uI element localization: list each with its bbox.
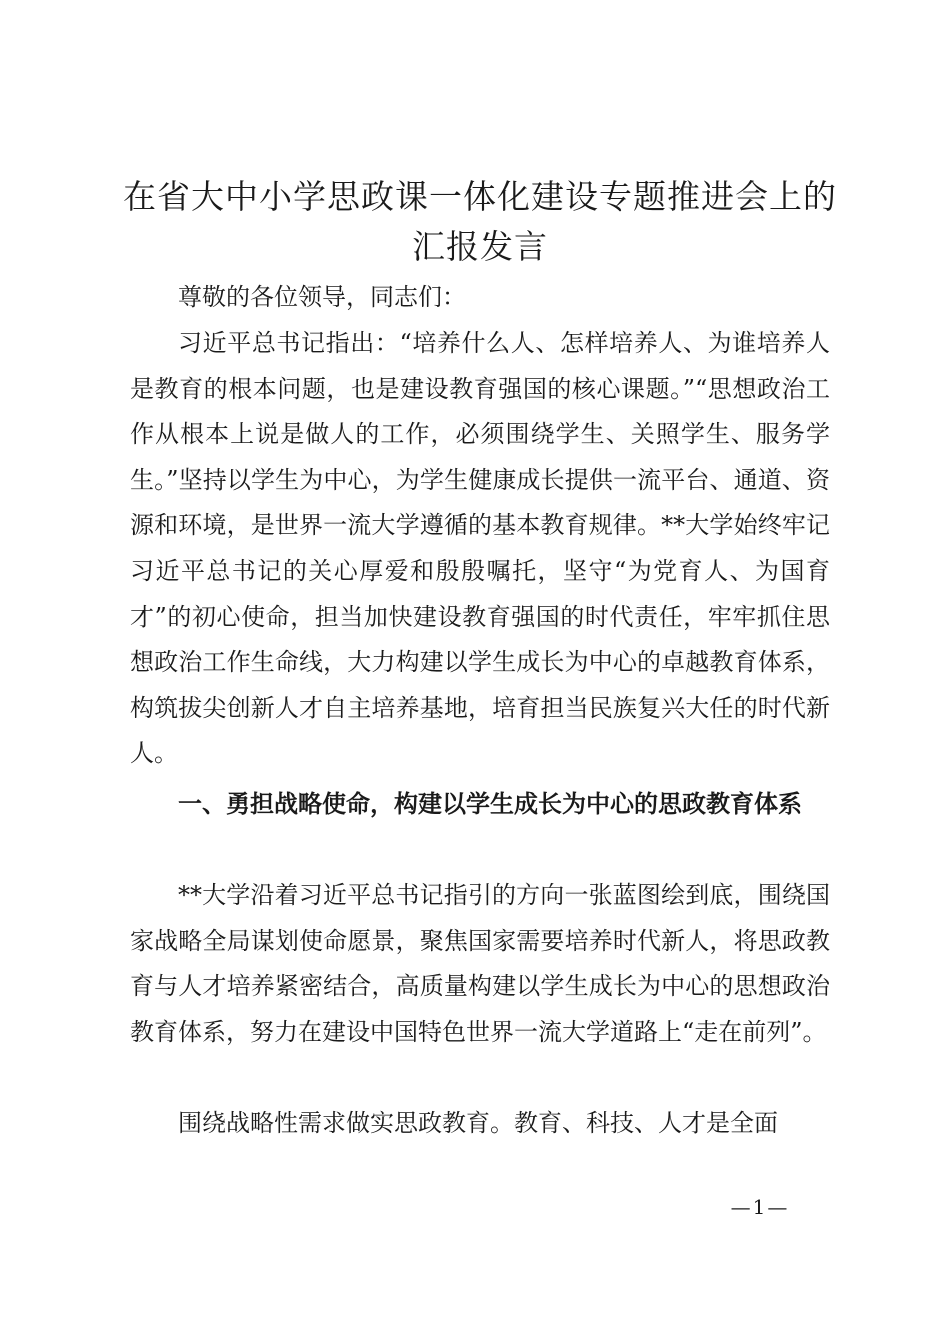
paragraph-1: 习近平总书记指出：“培养什么人、怎样培养人、为谁培养人是教育的根本问题，也是建设教育强国的核心课题。”“思想政治工作从根本上说是做人的工作，必须围绕学生、关照学生、服务学生。”坚持以学生为中心，为学生健康成长提供一流平台、通道、资源和环境，是世界一流大学遵循的基本教育规律。**大学始终牢记习近平总书记的关心厚爱和殷殷嘱托，坚守“为党育人、为国育才”的初心使命，担当加快建设教育强国的时代责任，牢牢抓住思想政治工作生命线，大力构建以学生成长为中心的卓越教育体系，构筑拔尖创新人才自主培养基地，培育担当民族复兴大任的时代新人。 xyxy=(130,329,830,768)
page-number: —1— xyxy=(730,1195,790,1219)
section-heading: 一、勇担战略使命，构建以学生成长为中心的思政教育体系 xyxy=(178,790,802,818)
document-title: 在省大中小学思政课一体化建设专题推进会上的汇报发言 xyxy=(123,177,837,266)
paragraph-2: **大学沿着习近平总书记指引的方向一张蓝图绘到底，围绕国家战略全局谋划使命愿景，聚焦国家需要培养时代新人，将思政教育与人才培养紧密结合，高质量构建以学生成长为中心的思想政治教育体系，努力在建设中国特色世界一流大学道路上“走在前列”。 xyxy=(130,881,830,1046)
paragraph-3: 围绕战略性需求做实思政教育。教育、科技、人才是全面 xyxy=(178,1109,778,1137)
greeting: 尊敬的各位领导，同志们： xyxy=(178,283,466,311)
